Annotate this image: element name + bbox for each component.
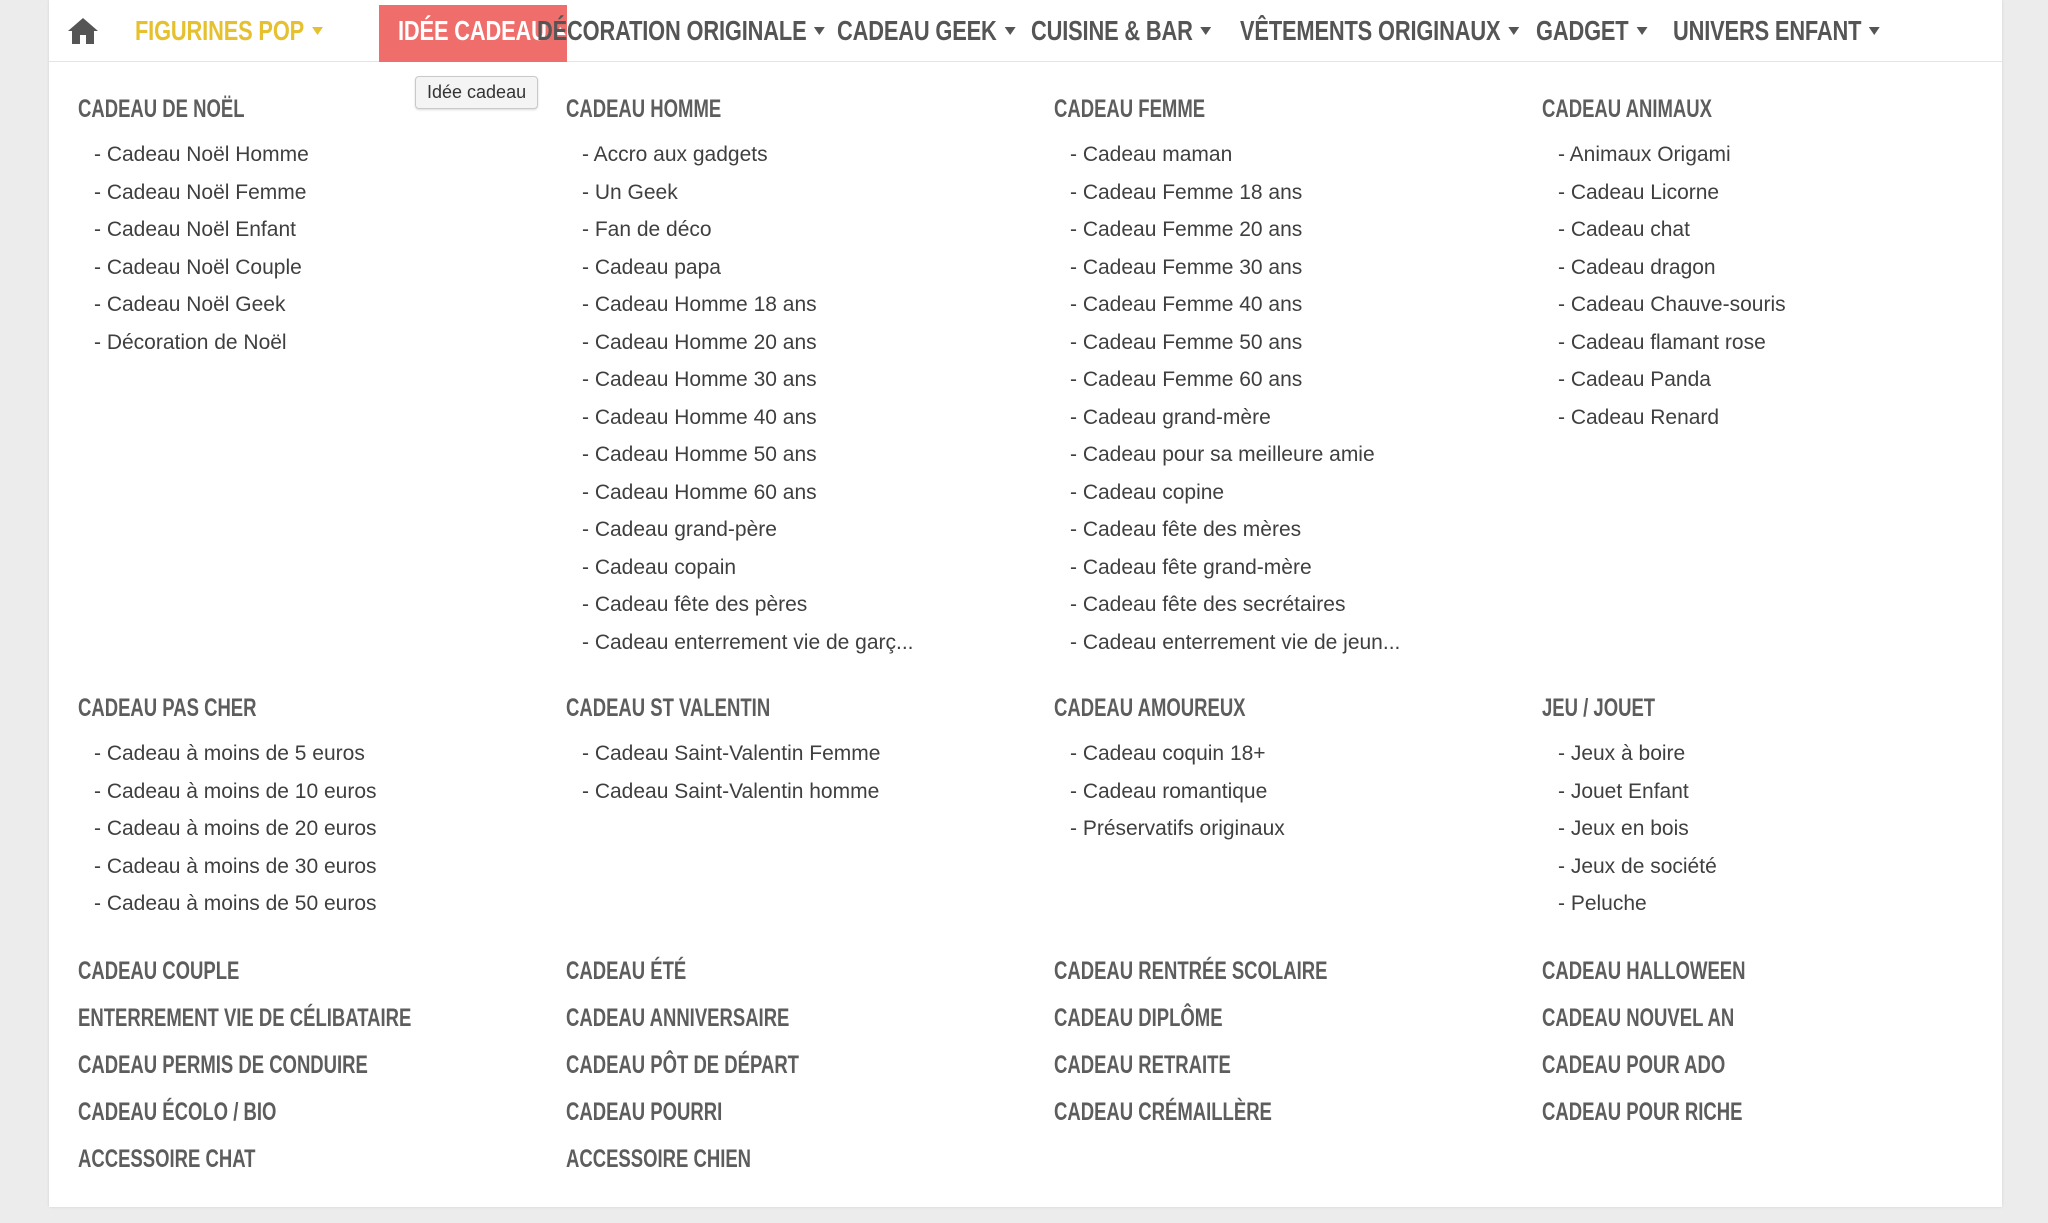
nav-figurines-pop[interactable] (135, 0, 323, 62)
list-item[interactable]: - Peluche (1542, 885, 2012, 923)
list-item[interactable]: - Cadeau à moins de 50 euros (78, 885, 548, 923)
list-item[interactable]: - Cadeau Homme 40 ans (566, 399, 1036, 437)
menu-section-cadeau-de-noel (78, 94, 548, 361)
menu-section-cadeau-amoureux (1054, 693, 1524, 848)
list-item[interactable]: - Décoration de Noël (78, 324, 548, 362)
section-list (1054, 735, 1524, 848)
list-item[interactable]: - Cadeau Femme 60 ans (1054, 361, 1524, 399)
section-list (1054, 136, 1524, 661)
list-item[interactable]: - Cadeau Homme 60 ans (566, 474, 1036, 512)
list-item[interactable]: - Cadeau grand-mère (1054, 399, 1524, 437)
list-item[interactable]: - Cadeau Homme 20 ans (566, 324, 1036, 362)
section-list (78, 735, 548, 923)
list-item[interactable]: - Cadeau Noël Geek (78, 286, 548, 324)
list-item[interactable]: - Un Geek (566, 174, 1036, 212)
list-item[interactable]: - Cadeau Renard (1542, 399, 2012, 437)
tooltip: Idée cadeau (415, 76, 538, 109)
chevron-down-icon (1004, 27, 1015, 35)
list-item[interactable]: - Cadeau à moins de 30 euros (78, 848, 548, 886)
list-item[interactable]: - Cadeau romantique (1054, 773, 1524, 811)
list-item[interactable]: - Jeux en bois (1542, 810, 2012, 848)
list-item[interactable]: - Cadeau Femme 30 ans (1054, 249, 1524, 287)
list-item[interactable]: - Cadeau à moins de 5 euros (78, 735, 548, 773)
menu-section-cadeau-st-valentin (566, 693, 1036, 810)
section-title[interactable]: CADEAU FEMME (1054, 95, 1206, 123)
category-link[interactable]: CADEAU PÔT DE DÉPART (566, 1051, 799, 1079)
section-title[interactable]: CADEAU PAS CHER (78, 694, 257, 722)
chevron-down-icon (1869, 27, 1880, 35)
list-item[interactable]: - Cadeau fête des secrétaires (1054, 586, 1524, 624)
section-title[interactable]: CADEAU HOMME (566, 95, 722, 123)
list-item[interactable]: - Cadeau Femme 20 ans (1054, 211, 1524, 249)
nav-label: IDÉE CADEAU (398, 15, 547, 46)
nav-label: FIGURINES POP (135, 15, 305, 46)
category-link[interactable]: ACCESSOIRE CHAT (78, 1145, 256, 1173)
category-link[interactable]: CADEAU CRÉMAILLÈRE (1054, 1098, 1272, 1126)
list-item[interactable]: - Cadeau Femme 50 ans (1054, 324, 1524, 362)
list-item[interactable]: - Jeux de société (1542, 848, 2012, 886)
section-title[interactable]: CADEAU AMOUREUX (1054, 694, 1246, 722)
list-item[interactable]: - Cadeau papa (566, 249, 1036, 287)
category-link[interactable]: CADEAU POUR RICHE (1542, 1098, 1743, 1126)
list-item[interactable]: - Cadeau Saint-Valentin homme (566, 773, 1036, 811)
category-link[interactable]: CADEAU COUPLE (78, 957, 240, 985)
list-item[interactable]: - Cadeau Chauve-souris (1542, 286, 2012, 324)
list-item[interactable]: - Cadeau grand-père (566, 511, 1036, 549)
list-item[interactable]: - Jouet Enfant (1542, 773, 2012, 811)
list-item[interactable]: - Cadeau à moins de 20 euros (78, 810, 548, 848)
list-item[interactable]: - Cadeau enterrement vie de garç... (566, 624, 1036, 662)
main-navbar (49, 0, 2002, 62)
list-item[interactable]: - Cadeau enterrement vie de jeun... (1054, 624, 1524, 662)
category-link[interactable]: CADEAU POUR ADO (1542, 1051, 1726, 1079)
list-item[interactable]: - Cadeau pour sa meilleure amie (1054, 436, 1524, 474)
nav-cuisine-bar[interactable] (1031, 0, 1212, 62)
list-item[interactable]: - Cadeau Noël Homme (78, 136, 548, 174)
category-link[interactable]: CADEAU NOUVEL AN (1542, 1004, 1735, 1032)
nav-univers-enfant[interactable] (1673, 0, 1880, 62)
list-item[interactable]: - Cadeau Licorne (1542, 174, 2012, 212)
menu-section-cadeau-pas-cher (78, 693, 548, 923)
list-item[interactable]: - Fan de déco (566, 211, 1036, 249)
section-title[interactable]: JEU / JOUET (1542, 694, 1656, 722)
category-link[interactable]: CADEAU PERMIS DE CONDUIRE (78, 1051, 368, 1079)
list-item[interactable]: - Cadeau Femme 40 ans (1054, 286, 1524, 324)
category-link[interactable]: CADEAU RETRAITE (1054, 1051, 1231, 1079)
list-item[interactable]: - Cadeau dragon (1542, 249, 2012, 287)
list-item[interactable]: - Cadeau fête des mères (1054, 511, 1524, 549)
section-list (1542, 136, 2012, 436)
chevron-down-icon (1508, 27, 1519, 35)
list-item[interactable]: - Cadeau coquin 18+ (1054, 735, 1524, 773)
nav-label: CUISINE & BAR (1031, 15, 1193, 46)
chevron-down-icon (814, 27, 825, 35)
list-item[interactable]: - Accro aux gadgets (566, 136, 1036, 174)
category-link[interactable]: CADEAU ÉTÉ (566, 957, 687, 985)
menu-section-cadeau-femme (1054, 94, 1524, 661)
category-link[interactable]: CADEAU DIPLÔME (1054, 1004, 1223, 1032)
list-item[interactable]: - Cadeau Panda (1542, 361, 2012, 399)
category-link[interactable]: CADEAU HALLOWEEN (1542, 957, 1746, 985)
list-item[interactable]: - Cadeau Homme 18 ans (566, 286, 1036, 324)
list-item[interactable]: - Cadeau Saint-Valentin Femme (566, 735, 1036, 773)
menu-section-cadeau-animaux (1542, 94, 2012, 436)
list-item[interactable]: - Cadeau copain (566, 549, 1036, 587)
list-item[interactable]: - Cadeau Noël Femme (78, 174, 548, 212)
list-item[interactable]: - Jeux à boire (1542, 735, 2012, 773)
menu-section-cadeau-homme (566, 94, 1036, 661)
nav-label: UNIVERS ENFANT (1673, 15, 1862, 46)
list-item[interactable]: - Cadeau Homme 50 ans (566, 436, 1036, 474)
chevron-down-icon (1201, 27, 1212, 35)
category-link[interactable]: CADEAU RENTRÉE SCOLAIRE (1054, 957, 1328, 985)
chevron-down-icon (312, 27, 323, 35)
list-item[interactable]: - Cadeau fête des pères (566, 586, 1036, 624)
chevron-down-icon (1636, 27, 1647, 35)
list-item[interactable]: - Cadeau fête grand-mère (1054, 549, 1524, 587)
list-item[interactable]: - Cadeau flamant rose (1542, 324, 2012, 362)
list-item[interactable]: - Cadeau Homme 30 ans (566, 361, 1036, 399)
nav-label: VÊTEMENTS ORIGINAUX (1240, 15, 1501, 46)
menu-section-jeu-jouet (1542, 693, 2012, 923)
nav-label: DÉCORATION ORIGINALE (537, 15, 807, 46)
category-link[interactable]: ENTERREMENT VIE DE CÉLIBATAIRE (78, 1004, 412, 1032)
nav-label: CADEAU GEEK (837, 15, 997, 46)
nav-cadeau-geek[interactable] (837, 0, 1015, 62)
section-title[interactable]: CADEAU ANIMAUX (1542, 95, 1712, 123)
list-item[interactable]: - Cadeau copine (1054, 474, 1524, 512)
category-link[interactable]: CADEAU POURRI (566, 1098, 723, 1126)
list-item[interactable]: - Préservatifs originaux (1054, 810, 1524, 848)
section-title[interactable]: CADEAU DE NOËL (78, 95, 245, 123)
section-title[interactable]: CADEAU ST VALENTIN (566, 694, 771, 722)
list-item[interactable]: - Cadeau à moins de 10 euros (78, 773, 548, 811)
category-link[interactable]: ACCESSOIRE CHIEN (566, 1145, 752, 1173)
list-item[interactable]: - Cadeau Femme 18 ans (1054, 174, 1524, 212)
section-list (566, 136, 1036, 661)
list-item[interactable]: - Animaux Origami (1542, 136, 2012, 174)
section-list (566, 735, 1036, 810)
category-link[interactable]: CADEAU ANNIVERSAIRE (566, 1004, 790, 1032)
section-list (78, 136, 548, 361)
list-item[interactable]: - Cadeau chat (1542, 211, 2012, 249)
list-item[interactable]: - Cadeau maman (1054, 136, 1524, 174)
home-icon[interactable] (67, 16, 99, 46)
nav-gadget[interactable] (1536, 0, 1647, 62)
section-list (1542, 735, 2012, 923)
nav-decoration-originale[interactable] (537, 0, 825, 62)
list-item[interactable]: - Cadeau Noël Enfant (78, 211, 548, 249)
nav-vetements-originaux[interactable] (1240, 0, 1519, 62)
category-link[interactable]: CADEAU ÉCOLO / BIO (78, 1098, 277, 1126)
nav-label: GADGET (1536, 15, 1629, 46)
list-item[interactable]: - Cadeau Noël Couple (78, 249, 548, 287)
